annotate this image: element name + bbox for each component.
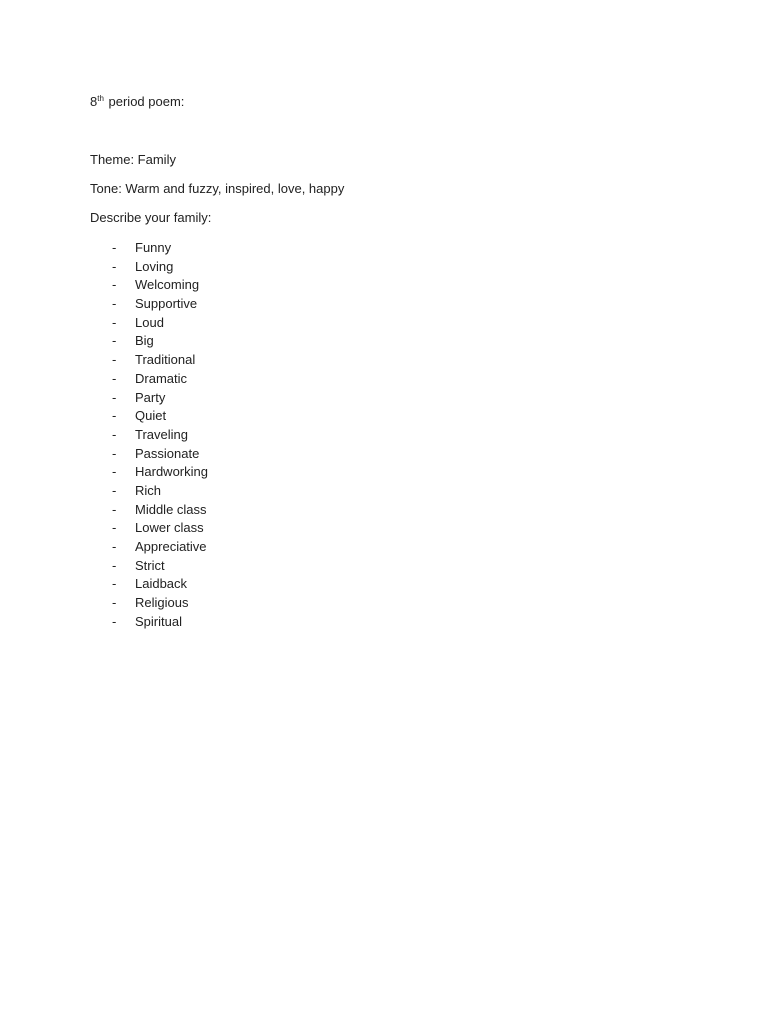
list-dash-marker: - — [112, 520, 117, 536]
list-item-text: Supportive — [135, 296, 198, 312]
list-item-text: Funny — [135, 240, 172, 255]
list-item-text: Hardworking — [135, 464, 208, 480]
list-dash-marker: - — [112, 296, 117, 312]
list-dash-marker: - — [112, 613, 117, 629]
list-dash-marker: - — [112, 258, 117, 274]
describe-prompt: Describe your family: — [90, 210, 212, 225]
heading-period-number: 8 — [90, 94, 98, 109]
list-dash-marker: - — [112, 408, 117, 424]
list-dash-marker: - — [112, 501, 117, 517]
list-item-text: Laidback — [135, 576, 188, 592]
list-dash-marker: - — [112, 389, 117, 405]
list-item-text: Loving — [135, 258, 174, 274]
list-item-text: Dramatic — [135, 370, 188, 386]
list-item-text: Loud — [135, 314, 164, 330]
list-item-text: Middle class — [135, 501, 207, 517]
list-dash-marker: - — [112, 333, 117, 349]
list-item-text: Lower class — [135, 520, 204, 536]
list-item-text: Welcoming — [135, 277, 200, 293]
list-item-text: Quiet — [135, 408, 167, 424]
document-heading — [90, 93, 184, 110]
list-item-text: Passionate — [135, 445, 200, 461]
list-dash-marker: - — [112, 464, 117, 480]
list-dash-marker: - — [112, 539, 117, 554]
list-dash-marker: - — [112, 277, 117, 293]
list-dash-marker: - — [112, 482, 117, 498]
heading-ordinal-suffix: th — [97, 94, 104, 103]
heading-title-text: period poem: — [104, 94, 185, 109]
list-item-text: Rich — [135, 482, 162, 498]
list-dash-marker: - — [112, 557, 117, 573]
list-item-text: Religious — [135, 595, 189, 611]
list-dash-marker: - — [112, 370, 117, 386]
list-item-text: Spiritual — [135, 613, 182, 629]
list-dash-marker: - — [112, 426, 117, 442]
list-dash-marker: - — [112, 576, 117, 592]
list-dash-marker: - — [112, 240, 117, 255]
list-dash-marker: - — [112, 352, 117, 368]
list-dash-marker: - — [112, 445, 117, 461]
list-dash-marker: - — [112, 595, 117, 611]
list-item-text: Traveling — [135, 426, 188, 442]
list-item-text: Appreciative — [135, 539, 207, 554]
list-item-text: Big — [135, 333, 154, 349]
tone-line: Tone: Warm and fuzzy, inspired, love, happy — [90, 181, 345, 196]
theme-line: Theme: Family — [90, 152, 176, 167]
list-item-text: Traditional — [135, 352, 196, 368]
list-item-text: Party — [135, 389, 166, 405]
list-item-text: Strict — [135, 557, 165, 573]
list-dash-marker: - — [112, 314, 117, 330]
